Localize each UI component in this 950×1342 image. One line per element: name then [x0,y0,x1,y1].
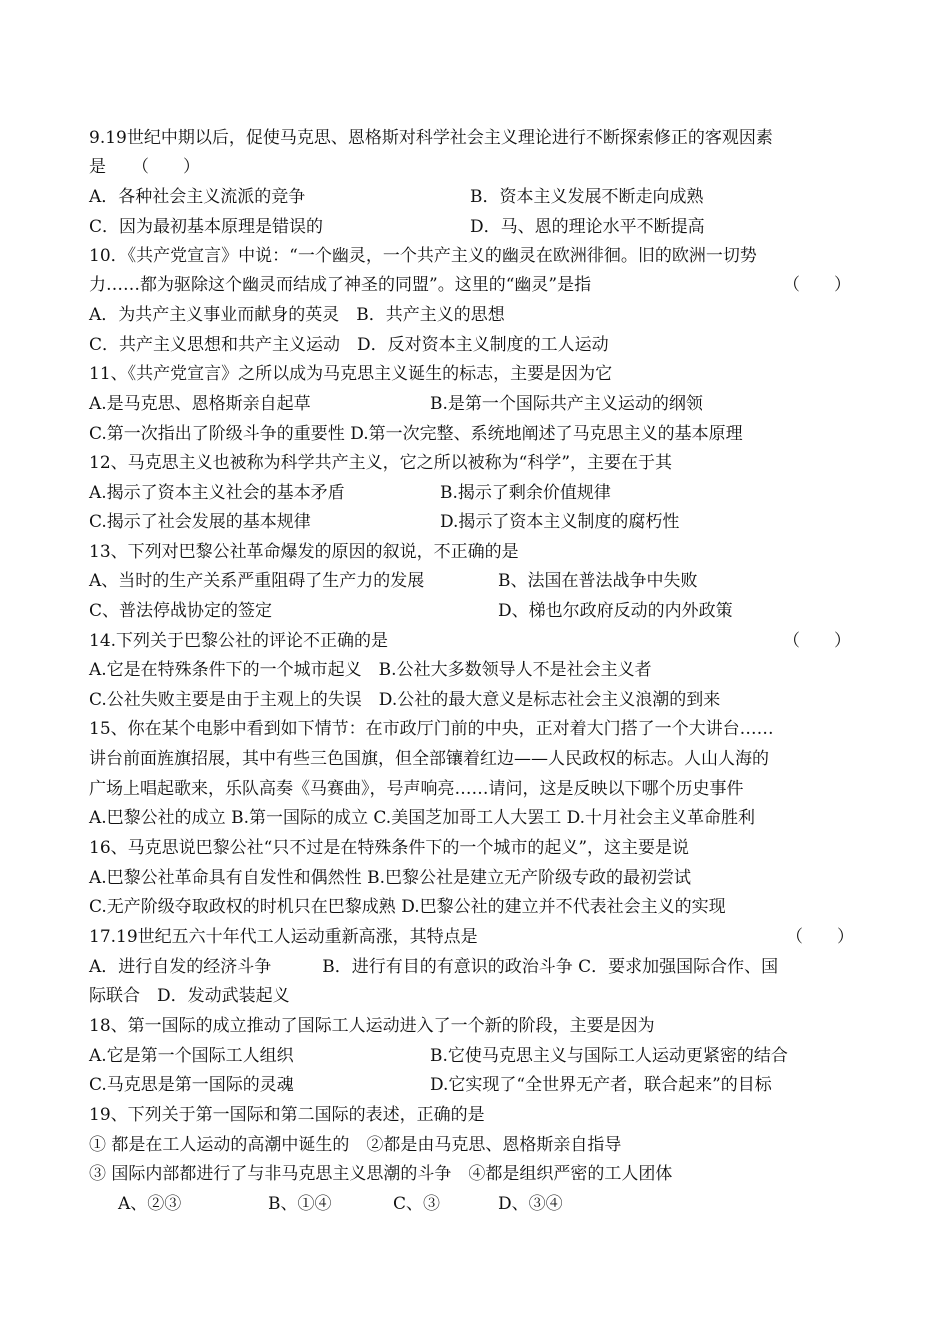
q11-stem-text: 11、《共产党宣言》之所以成为马克思主义诞生的标志，主要是因为它 [89,364,613,384]
q18-option-b: B.它使马克思主义与国际工人运动更紧密的结合 [430,1046,788,1066]
q9-stem-text1: 9.19世纪中期以后，促使马克思、恩格斯对科学社会主义理论进行不断探索修正的客观因素 [89,128,773,148]
q13-option-d: D、梯也尔政府反动的内外政策 [498,601,733,621]
q19-option-d: D、③④ [498,1194,563,1214]
q19-statements-34 [89,1159,879,1189]
q10-option-cd: C．共产主义思想和共产主义运动 D．反对资本主义制度的工人运动 [89,335,609,355]
q13-stem-text: 13、下列对巴黎公社革命爆发的原因的叙说，不正确的是 [89,542,519,562]
q9-option-a: A．各种社会主义流派的竞争 [89,187,306,207]
q11-options-ab [89,389,879,419]
q15-stem-text1: 15、你在某个电影中看到如下情节：在市政厅门前的中央，正对着大门搭了一个大讲台…… [89,719,774,739]
q16-option-cd: C.无产阶级夺取政权的时机只在巴黎成熟 D.巴黎公社的建立并不代表社会主义的实现 [89,897,726,917]
q11-option-cd: C.第一次指出了阶级斗争的重要性 D.第一次完整、系统地阐述了马克思主义的基本原理 [89,424,743,444]
q15-stem-line2 [89,744,879,774]
q19-statements-12 [89,1130,879,1160]
q19-option-c: C、③ [393,1194,441,1214]
q17-options-line1 [89,952,879,982]
q18-stem-text: 18、第一国际的成立推动了国际工人运动进入了一个新的阶段，主要是因为 [89,1016,655,1036]
q15-options [89,803,879,833]
q9-options-cd [89,212,879,242]
q10-option-ab: A．为共产主义事业而献身的英灵 B．共产主义的思想 [89,305,505,325]
q17-stem [89,922,879,952]
q11-stem [89,359,879,389]
q16-options-ab [89,863,879,893]
q10-stem-text1: 10．《共产党宣言》中说：“一个幽灵，一个共产主义的幽灵在欧洲徘徊。旧的欧洲一切势 [89,246,757,266]
q18-options-ab [89,1041,879,1071]
q18-option-d: D.它实现了“全世界无产者，联合起来”的目标 [430,1075,772,1095]
q9-stem-text2: 是 [89,157,106,177]
q19-statements-text-34: ③ 国际内部都进行了与非马克思主义思潮的斗争 ④都是组织严密的工人团体 [89,1164,673,1184]
q12-options-cd [89,507,879,537]
q16-stem [89,833,879,863]
q19-stem-text: 19、下列关于第一国际和第二国际的表述，正确的是 [89,1105,485,1125]
q15-stem-line3 [89,774,879,804]
q19-options [118,1189,908,1219]
q10-options-ab [89,300,879,330]
q12-option-d: D.揭示了资本主义制度的腐朽性 [440,512,680,532]
q9-option-b: B．资本主义发展不断走向成熟 [470,187,704,207]
q16-options-cd [89,892,879,922]
q11-option-a: A.是马克思、恩格斯亲自起草 [89,394,311,414]
q15-option-abcd: A.巴黎公社的成立 B.第一国际的成立 C.美国芝加哥工人大罢工 D.十月社会主义革命胜利 [89,808,756,828]
q14-stem [89,626,879,656]
q9-option-c: C．因为最初基本原理是错误的 [89,217,324,237]
q11-options-cd [89,419,879,449]
q11-option-b: B.是第一个国际共产主义运动的纲领 [430,394,703,414]
q16-option-ab: A.巴黎公社革命具有自发性和偶然性 B.巴黎公社是建立无产阶级专政的最初尝试 [89,868,691,888]
q10-options-cd [89,330,879,360]
q19-stem [89,1100,879,1130]
q17-options-line2 [89,981,879,1011]
q13-option-c: C、普法停战协定的签定 [89,601,273,621]
q12-stem [89,448,879,478]
q18-options-cd [89,1070,879,1100]
q14-option-cd: C.公社失败主要是由于主观上的失误 D.公社的最大意义是标志社会主义浪潮的到来 [89,690,721,710]
q12-option-c: C.揭示了社会发展的基本规律 [89,512,311,532]
q9-answer-paren: （ ） [132,157,200,177]
q14-option-ab: A.它是在特殊条件下的一个城市起义 B.公社大多数领导人不是社会主义者 [89,660,652,680]
q12-option-a: A.揭示了资本主义社会的基本矛盾 [89,483,345,503]
q13-options-ab [89,566,879,596]
q10-stem-line1 [89,241,879,271]
q9-option-d: D．马、恩的理论水平不断提高 [470,217,705,237]
q10-stem-line2 [89,270,879,300]
q17-stem-text: 17.19世纪五六十年代工人运动重新高涨，其特点是 [89,927,478,947]
q18-option-a: A.它是第一个国际工人组织 [89,1046,294,1066]
q10-stem-text2: 力……都为驱除这个幽灵而结成了神圣的同盟”。这里的“幽灵”是指 [89,275,592,295]
q14-stem-text: 14.下列关于巴黎公社的评论不正确的是 [89,631,389,651]
q9-stem-line2 [89,152,879,182]
q19-option-a: A、②③ [118,1194,182,1214]
q14-answer-paren: （ ） [783,631,851,651]
q14-options-cd [89,685,879,715]
q12-option-b: B.揭示了剩余价值规律 [440,483,611,503]
q13-options-cd [89,596,879,626]
q10-answer-paren: （ ） [783,275,851,295]
q16-stem-text: 16、马克思说巴黎公社“只不过是在特殊条件下的一个城市的起义”，这主要是说 [89,838,690,858]
q15-stem-line1 [89,714,879,744]
q19-option-b: B、①④ [268,1194,332,1214]
q13-option-b: B、法国在普法战争中失败 [498,571,698,591]
q13-option-a: A、当时的生产关系严重阻碍了生产力的发展 [89,571,425,591]
q9-stem-line1 [89,123,879,153]
q14-options-ab [89,655,879,685]
q17-option-abc: A．进行自发的经济斗争 B．进行有目的有意识的政治斗争 C．要求加强国际合作、国 [89,957,779,977]
q13-stem [89,537,879,567]
q12-stem-text: 12、马克思主义也被称为科学共产主义，它之所以被称为“科学”，主要在于其 [89,453,673,473]
q12-options-ab [89,478,879,508]
q9-options-ab [89,182,879,212]
q18-option-c: C.马克思是第一国际的灵魂 [89,1075,294,1095]
q15-stem-text3: 广场上唱起歌来，乐队高奏《马赛曲》，号声响亮……请问，这是反映以下哪个历史事件 [89,779,744,799]
q19-statements-text-12: ① 都是在工人运动的高潮中诞生的 ②都是由马克思、恩格斯亲自指导 [89,1135,622,1155]
q17-answer-paren: （ ） [786,927,854,947]
q17-option-cd-cont: 际联合 D．发动武装起义 [89,986,290,1006]
q18-stem [89,1011,879,1041]
q15-stem-text2: 讲台前面旌旗招展，其中有些三色国旗，但全部镶着红边——人民政权的标志。人山人海的 [89,749,769,769]
